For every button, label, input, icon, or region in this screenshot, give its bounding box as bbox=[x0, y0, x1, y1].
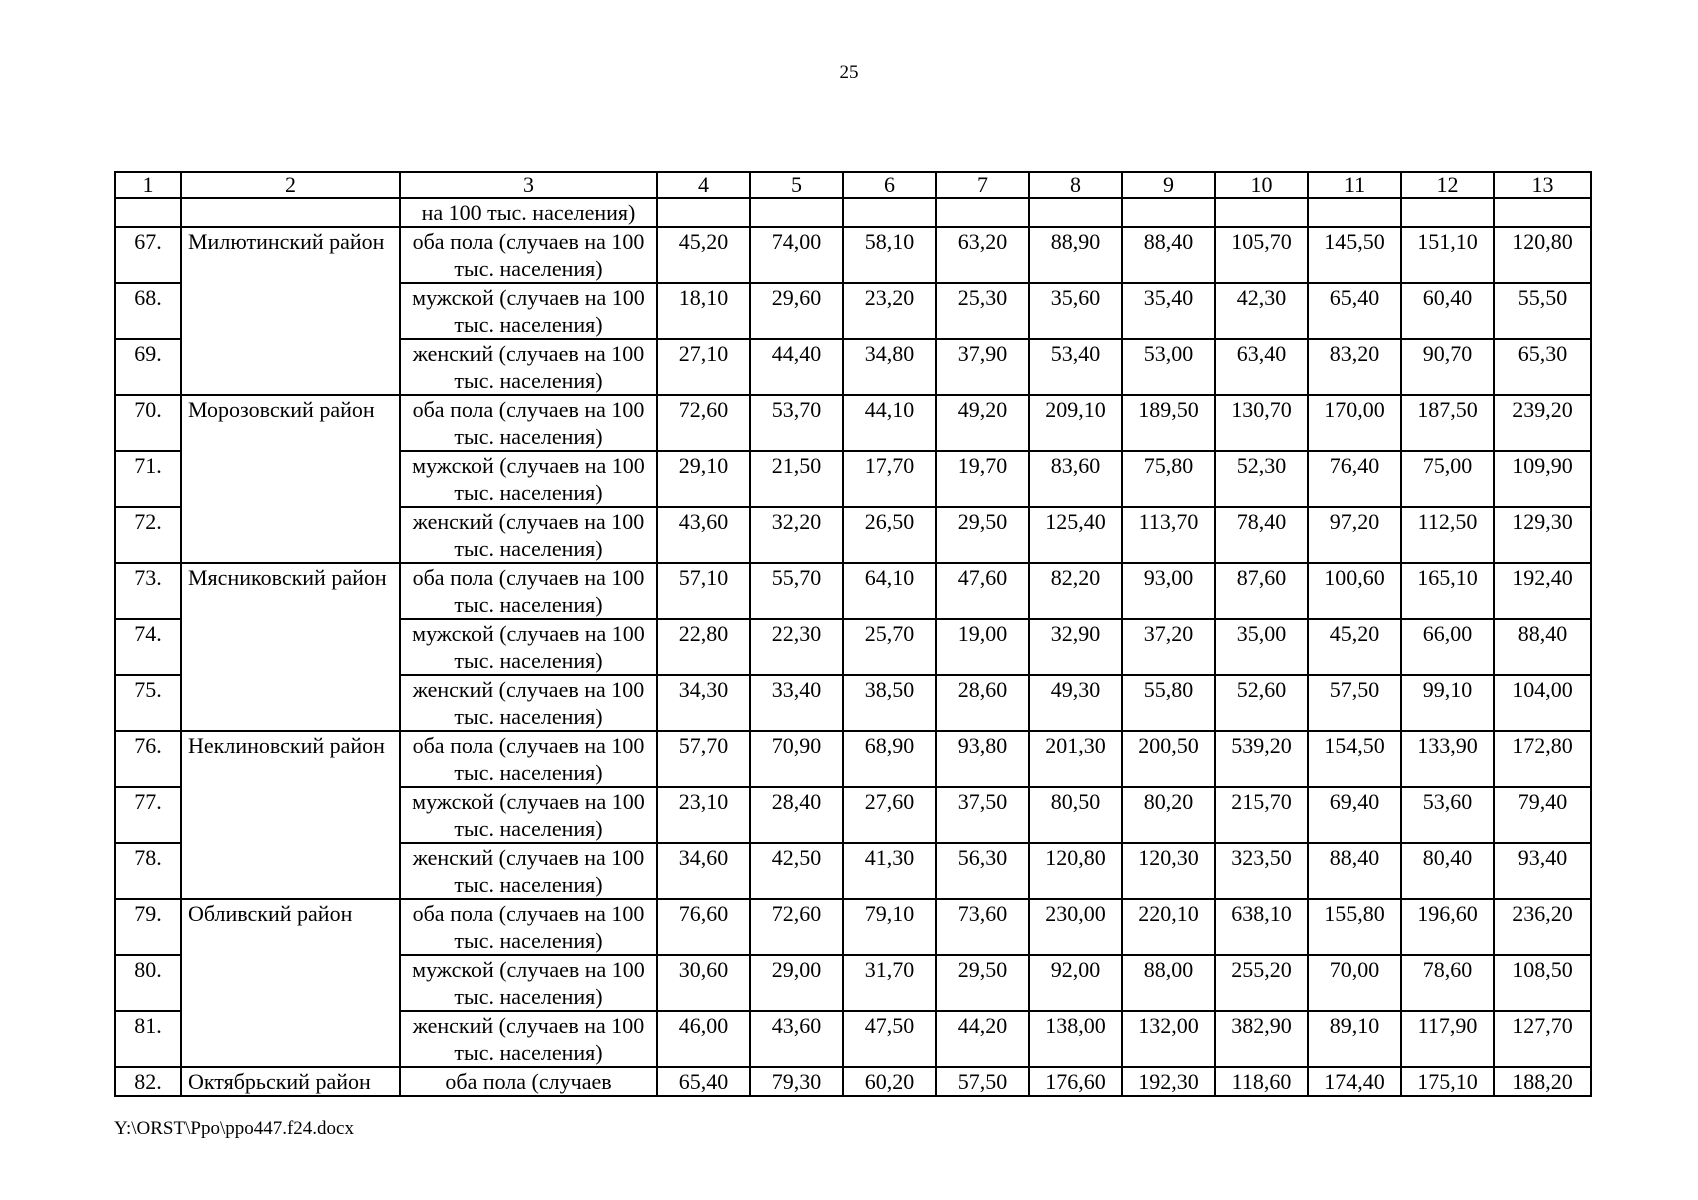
table-row bbox=[115, 731, 1591, 787]
value-cell: 63,40 bbox=[1215, 339, 1308, 395]
header-row bbox=[115, 172, 1591, 198]
value-cell: 109,90 bbox=[1494, 451, 1591, 507]
value-cell: 89,10 bbox=[1308, 1011, 1401, 1067]
district-name-cell: Милютинский район bbox=[181, 227, 400, 395]
value-cell: 138,00 bbox=[1029, 1011, 1122, 1067]
row-number-cell: 68. bbox=[115, 283, 181, 339]
value-cell: 53,00 bbox=[1122, 339, 1215, 395]
value-cell: 63,20 bbox=[936, 227, 1029, 283]
column-header: 7 bbox=[936, 172, 1029, 198]
category-cell: оба пола (случаев на 100 тыс. населения) bbox=[400, 395, 657, 451]
value-cell: 196,60 bbox=[1401, 899, 1494, 955]
value-cell: 19,70 bbox=[936, 451, 1029, 507]
row-number-cell: 78. bbox=[115, 843, 181, 899]
value-cell: 88,40 bbox=[1494, 619, 1591, 675]
value-cell: 29,10 bbox=[657, 451, 750, 507]
continuation-value-cell bbox=[1029, 198, 1122, 227]
row-number-cell: 77. bbox=[115, 787, 181, 843]
value-cell: 175,10 bbox=[1401, 1067, 1494, 1096]
value-cell: 117,90 bbox=[1401, 1011, 1494, 1067]
value-cell: 45,20 bbox=[1308, 619, 1401, 675]
row-number-cell: 81. bbox=[115, 1011, 181, 1067]
value-cell: 100,60 bbox=[1308, 563, 1401, 619]
value-cell: 25,30 bbox=[936, 283, 1029, 339]
district-name-cell: Обливский район bbox=[181, 899, 400, 1067]
row-number-cell: 71. bbox=[115, 451, 181, 507]
value-cell: 22,30 bbox=[750, 619, 843, 675]
column-header: 12 bbox=[1401, 172, 1494, 198]
value-cell: 189,50 bbox=[1122, 395, 1215, 451]
value-cell: 27,60 bbox=[843, 787, 936, 843]
value-cell: 26,50 bbox=[843, 507, 936, 563]
value-cell: 46,00 bbox=[657, 1011, 750, 1067]
value-cell: 47,60 bbox=[936, 563, 1029, 619]
value-cell: 80,20 bbox=[1122, 787, 1215, 843]
value-cell: 34,30 bbox=[657, 675, 750, 731]
value-cell: 125,40 bbox=[1029, 507, 1122, 563]
row-number-cell: 74. bbox=[115, 619, 181, 675]
value-cell: 108,50 bbox=[1494, 955, 1591, 1011]
value-cell: 27,10 bbox=[657, 339, 750, 395]
value-cell: 55,50 bbox=[1494, 283, 1591, 339]
column-header: 6 bbox=[843, 172, 936, 198]
value-cell: 35,40 bbox=[1122, 283, 1215, 339]
value-cell: 32,90 bbox=[1029, 619, 1122, 675]
continuation-value-cell bbox=[1308, 198, 1401, 227]
value-cell: 34,80 bbox=[843, 339, 936, 395]
table-row bbox=[115, 563, 1591, 619]
value-cell: 45,20 bbox=[657, 227, 750, 283]
continuation-value-cell bbox=[1494, 198, 1591, 227]
value-cell: 73,60 bbox=[936, 899, 1029, 955]
value-cell: 53,70 bbox=[750, 395, 843, 451]
page-number: 25 bbox=[839, 62, 859, 83]
row-number-cell: 82. bbox=[115, 1067, 181, 1096]
value-cell: 66,00 bbox=[1401, 619, 1494, 675]
value-cell: 127,70 bbox=[1494, 1011, 1591, 1067]
value-cell: 188,20 bbox=[1494, 1067, 1591, 1096]
continuation-value-cell bbox=[843, 198, 936, 227]
value-cell: 49,20 bbox=[936, 395, 1029, 451]
value-cell: 90,70 bbox=[1401, 339, 1494, 395]
value-cell: 87,60 bbox=[1215, 563, 1308, 619]
value-cell: 23,10 bbox=[657, 787, 750, 843]
value-cell: 104,00 bbox=[1494, 675, 1591, 731]
value-cell: 29,50 bbox=[936, 507, 1029, 563]
value-cell: 88,90 bbox=[1029, 227, 1122, 283]
category-cell: оба пола (случаев на 100 тыс. населения) bbox=[400, 227, 657, 283]
value-cell: 29,60 bbox=[750, 283, 843, 339]
value-cell: 215,70 bbox=[1215, 787, 1308, 843]
value-cell: 65,40 bbox=[1308, 283, 1401, 339]
value-cell: 42,30 bbox=[1215, 283, 1308, 339]
value-cell: 83,60 bbox=[1029, 451, 1122, 507]
value-cell: 72,60 bbox=[657, 395, 750, 451]
category-cell: женский (случаев на 100 тыс. населения) bbox=[400, 507, 657, 563]
row-number-cell: 73. bbox=[115, 563, 181, 619]
value-cell: 32,20 bbox=[750, 507, 843, 563]
value-cell: 57,10 bbox=[657, 563, 750, 619]
value-cell: 34,60 bbox=[657, 843, 750, 899]
table-body bbox=[115, 198, 1591, 1096]
value-cell: 93,40 bbox=[1494, 843, 1591, 899]
column-header: 1 bbox=[115, 172, 181, 198]
value-cell: 255,20 bbox=[1215, 955, 1308, 1011]
district-name-cell: Октябрьский район bbox=[181, 1067, 400, 1096]
value-cell: 154,50 bbox=[1308, 731, 1401, 787]
value-cell: 79,30 bbox=[750, 1067, 843, 1096]
category-cell: оба пола (случаев bbox=[400, 1067, 657, 1096]
value-cell: 132,00 bbox=[1122, 1011, 1215, 1067]
value-cell: 21,50 bbox=[750, 451, 843, 507]
category-cell: оба пола (случаев на 100 тыс. населения) bbox=[400, 563, 657, 619]
value-cell: 145,50 bbox=[1308, 227, 1401, 283]
value-cell: 44,40 bbox=[750, 339, 843, 395]
value-cell: 78,40 bbox=[1215, 507, 1308, 563]
category-cell: женский (случаев на 100 тыс. населения) bbox=[400, 1011, 657, 1067]
value-cell: 29,50 bbox=[936, 955, 1029, 1011]
district-name-cell: Морозовский район bbox=[181, 395, 400, 563]
value-cell: 88,00 bbox=[1122, 955, 1215, 1011]
value-cell: 165,10 bbox=[1401, 563, 1494, 619]
value-cell: 201,30 bbox=[1029, 731, 1122, 787]
value-cell: 42,50 bbox=[750, 843, 843, 899]
value-cell: 64,10 bbox=[843, 563, 936, 619]
value-cell: 83,20 bbox=[1308, 339, 1401, 395]
value-cell: 112,50 bbox=[1401, 507, 1494, 563]
value-cell: 58,10 bbox=[843, 227, 936, 283]
row-number-cell: 72. bbox=[115, 507, 181, 563]
value-cell: 23,20 bbox=[843, 283, 936, 339]
value-cell: 120,80 bbox=[1494, 227, 1591, 283]
column-header: 5 bbox=[750, 172, 843, 198]
value-cell: 209,10 bbox=[1029, 395, 1122, 451]
value-cell: 65,30 bbox=[1494, 339, 1591, 395]
category-cell: мужской (случаев на 100 тыс. населения) bbox=[400, 283, 657, 339]
value-cell: 35,60 bbox=[1029, 283, 1122, 339]
continuation-value-cell bbox=[657, 198, 750, 227]
value-cell: 78,60 bbox=[1401, 955, 1494, 1011]
continuation-district-cell bbox=[181, 198, 400, 227]
value-cell: 80,40 bbox=[1401, 843, 1494, 899]
row-number-cell: 67. bbox=[115, 227, 181, 283]
value-cell: 80,50 bbox=[1029, 787, 1122, 843]
value-cell: 151,10 bbox=[1401, 227, 1494, 283]
value-cell: 44,20 bbox=[936, 1011, 1029, 1067]
value-cell: 69,40 bbox=[1308, 787, 1401, 843]
value-cell: 29,00 bbox=[750, 955, 843, 1011]
table-row bbox=[115, 395, 1591, 451]
value-cell: 37,90 bbox=[936, 339, 1029, 395]
value-cell: 43,60 bbox=[657, 507, 750, 563]
value-cell: 53,60 bbox=[1401, 787, 1494, 843]
value-cell: 60,20 bbox=[843, 1067, 936, 1096]
category-cell: мужской (случаев на 100 тыс. населения) bbox=[400, 451, 657, 507]
category-cell: мужской (случаев на 100 тыс. населения) bbox=[400, 955, 657, 1011]
value-cell: 57,50 bbox=[1308, 675, 1401, 731]
category-cell: мужской (случаев на 100 тыс. населения) bbox=[400, 787, 657, 843]
category-cell: женский (случаев на 100 тыс. населения) bbox=[400, 339, 657, 395]
row-number-cell: 80. bbox=[115, 955, 181, 1011]
value-cell: 55,70 bbox=[750, 563, 843, 619]
value-cell: 38,50 bbox=[843, 675, 936, 731]
value-cell: 57,50 bbox=[936, 1067, 1029, 1096]
value-cell: 200,50 bbox=[1122, 731, 1215, 787]
value-cell: 133,90 bbox=[1401, 731, 1494, 787]
value-cell: 187,50 bbox=[1401, 395, 1494, 451]
value-cell: 60,40 bbox=[1401, 283, 1494, 339]
district-name-cell: Мясниковский район bbox=[181, 563, 400, 731]
value-cell: 130,70 bbox=[1215, 395, 1308, 451]
value-cell: 79,10 bbox=[843, 899, 936, 955]
continuation-value-cell bbox=[750, 198, 843, 227]
value-cell: 56,30 bbox=[936, 843, 1029, 899]
column-header: 2 bbox=[181, 172, 400, 198]
value-cell: 93,80 bbox=[936, 731, 1029, 787]
value-cell: 72,60 bbox=[750, 899, 843, 955]
value-cell: 41,30 bbox=[843, 843, 936, 899]
value-cell: 74,00 bbox=[750, 227, 843, 283]
value-cell: 17,70 bbox=[843, 451, 936, 507]
value-cell: 76,60 bbox=[657, 899, 750, 955]
continuation-value-cell bbox=[936, 198, 1029, 227]
continuation-value-cell bbox=[1122, 198, 1215, 227]
value-cell: 88,40 bbox=[1308, 843, 1401, 899]
value-cell: 18,10 bbox=[657, 283, 750, 339]
value-cell: 174,40 bbox=[1308, 1067, 1401, 1096]
value-cell: 105,70 bbox=[1215, 227, 1308, 283]
category-cell: женский (случаев на 100 тыс. населения) bbox=[400, 843, 657, 899]
document-path-footer: Y:\ORST\Ppo\ppo447.f24.docx bbox=[114, 1118, 354, 1139]
value-cell: 170,00 bbox=[1308, 395, 1401, 451]
value-cell: 97,20 bbox=[1308, 507, 1401, 563]
value-cell: 43,60 bbox=[750, 1011, 843, 1067]
category-cell: женский (случаев на 100 тыс. населения) bbox=[400, 675, 657, 731]
value-cell: 31,70 bbox=[843, 955, 936, 1011]
value-cell: 155,80 bbox=[1308, 899, 1401, 955]
row-number-cell: 69. bbox=[115, 339, 181, 395]
value-cell: 638,10 bbox=[1215, 899, 1308, 955]
value-cell: 230,00 bbox=[1029, 899, 1122, 955]
value-cell: 75,80 bbox=[1122, 451, 1215, 507]
value-cell: 37,50 bbox=[936, 787, 1029, 843]
value-cell: 92,00 bbox=[1029, 955, 1122, 1011]
value-cell: 35,00 bbox=[1215, 619, 1308, 675]
value-cell: 79,40 bbox=[1494, 787, 1591, 843]
value-cell: 19,00 bbox=[936, 619, 1029, 675]
value-cell: 129,30 bbox=[1494, 507, 1591, 563]
value-cell: 172,80 bbox=[1494, 731, 1591, 787]
value-cell: 44,10 bbox=[843, 395, 936, 451]
value-cell: 37,20 bbox=[1122, 619, 1215, 675]
value-cell: 118,60 bbox=[1215, 1067, 1308, 1096]
value-cell: 192,30 bbox=[1122, 1067, 1215, 1096]
column-header: 10 bbox=[1215, 172, 1308, 198]
category-cell: мужской (случаев на 100 тыс. населения) bbox=[400, 619, 657, 675]
value-cell: 76,40 bbox=[1308, 451, 1401, 507]
value-cell: 53,40 bbox=[1029, 339, 1122, 395]
category-cell: оба пола (случаев на 100 тыс. населения) bbox=[400, 899, 657, 955]
value-cell: 33,40 bbox=[750, 675, 843, 731]
value-cell: 65,40 bbox=[657, 1067, 750, 1096]
column-header: 13 bbox=[1494, 172, 1591, 198]
value-cell: 176,60 bbox=[1029, 1067, 1122, 1096]
value-cell: 88,40 bbox=[1122, 227, 1215, 283]
value-cell: 52,30 bbox=[1215, 451, 1308, 507]
value-cell: 30,60 bbox=[657, 955, 750, 1011]
value-cell: 220,10 bbox=[1122, 899, 1215, 955]
value-cell: 82,20 bbox=[1029, 563, 1122, 619]
row-number-cell: 75. bbox=[115, 675, 181, 731]
value-cell: 113,70 bbox=[1122, 507, 1215, 563]
value-cell: 239,20 bbox=[1494, 395, 1591, 451]
value-cell: 57,70 bbox=[657, 731, 750, 787]
continuation-value-cell bbox=[1401, 198, 1494, 227]
category-cell: оба пола (случаев на 100 тыс. населения) bbox=[400, 731, 657, 787]
column-header: 8 bbox=[1029, 172, 1122, 198]
value-cell: 236,20 bbox=[1494, 899, 1591, 955]
row-number-cell: 70. bbox=[115, 395, 181, 451]
value-cell: 192,40 bbox=[1494, 563, 1591, 619]
value-cell: 52,60 bbox=[1215, 675, 1308, 731]
value-cell: 70,90 bbox=[750, 731, 843, 787]
value-cell: 25,70 bbox=[843, 619, 936, 675]
value-cell: 22,80 bbox=[657, 619, 750, 675]
value-cell: 55,80 bbox=[1122, 675, 1215, 731]
column-header: 9 bbox=[1122, 172, 1215, 198]
row-number-cell: 79. bbox=[115, 899, 181, 955]
value-cell: 323,50 bbox=[1215, 843, 1308, 899]
continuation-category-cell: на 100 тыс. населения) bbox=[400, 198, 657, 227]
value-cell: 120,30 bbox=[1122, 843, 1215, 899]
value-cell: 28,60 bbox=[936, 675, 1029, 731]
data-table bbox=[114, 171, 1592, 1097]
table-row bbox=[115, 899, 1591, 955]
value-cell: 49,30 bbox=[1029, 675, 1122, 731]
value-cell: 93,00 bbox=[1122, 563, 1215, 619]
data-table-container bbox=[114, 171, 1590, 1097]
value-cell: 47,50 bbox=[843, 1011, 936, 1067]
value-cell: 68,90 bbox=[843, 731, 936, 787]
value-cell: 539,20 bbox=[1215, 731, 1308, 787]
column-header: 3 bbox=[400, 172, 657, 198]
column-header: 4 bbox=[657, 172, 750, 198]
value-cell: 99,10 bbox=[1401, 675, 1494, 731]
table-row bbox=[115, 227, 1591, 283]
continuation-num-cell bbox=[115, 198, 181, 227]
row-number-cell: 76. bbox=[115, 731, 181, 787]
continuation-value-cell bbox=[1215, 198, 1308, 227]
value-cell: 70,00 bbox=[1308, 955, 1401, 1011]
value-cell: 28,40 bbox=[750, 787, 843, 843]
continuation-row bbox=[115, 198, 1591, 227]
table-row bbox=[115, 1067, 1591, 1096]
value-cell: 75,00 bbox=[1401, 451, 1494, 507]
value-cell: 120,80 bbox=[1029, 843, 1122, 899]
column-header: 11 bbox=[1308, 172, 1401, 198]
value-cell: 382,90 bbox=[1215, 1011, 1308, 1067]
district-name-cell: Неклиновский район bbox=[181, 731, 400, 899]
